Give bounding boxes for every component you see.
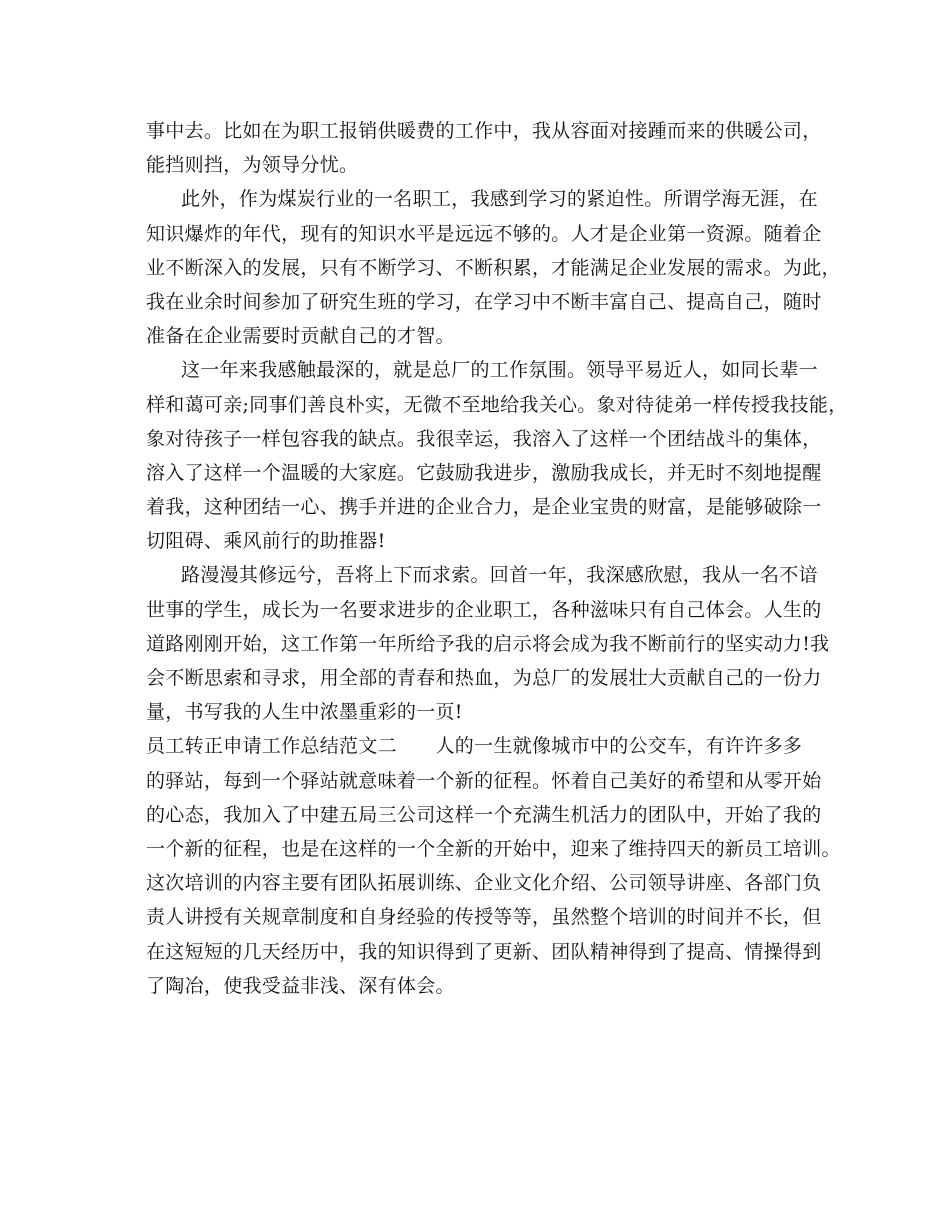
text-line: 着我，这种团结一心、携手并进的企业合力，是企业宝贵的财富，是能够破除一 (146, 496, 822, 519)
paragraph-start-line: 这一年来我感触最深的，就是总厂的工作氛围。领导平易近人，如同长辈一 (181, 359, 818, 382)
text-line: 了陶冶，使我受益非浅、深有体会。 (146, 974, 455, 997)
text-line: 我在业余时间参加了研究生班的学习，在学习中不断丰富自己、提高自己，随时 (146, 290, 822, 313)
text-line: 象对待孩子一样包容我的缺点。我很幸运，我溶入了这样一个团结战斗的集体， (146, 427, 822, 450)
text-line: 切阻碍、乘风前行的助推器! (146, 530, 386, 553)
document-body (146, 114, 848, 1003)
text-line: 准备在企业需要时贡献自己的才智。 (146, 325, 455, 348)
text-line: 量，书写我的人生中浓墨重彩的一页! (146, 701, 463, 724)
text-line: 道路刚刚开始，这工作第一年所给予我的启示将会成为我不断前行的坚实动力!我 (146, 632, 830, 655)
paragraph-start-line: 此外，作为煤炭行业的一名职工，我感到学习的紧迫性。所谓学海无涯，在 (181, 188, 818, 211)
text-line: 一个新的征程，也是在这样的一个全新的开始中，迎来了维持四天的新员工培训。 (146, 837, 841, 860)
section-heading-line: 员工转正申请工作总结范文二 人的一生就像城市中的公交车，有许许多多 (146, 735, 803, 758)
text-line: 事中去。比如在为职工报销供暖费的工作中，我从容面对接踵而来的供暖公司， (146, 120, 822, 142)
text-line: 世事的学生，成长为一名要求进步的企业职工，各种滋味只有自己体会。人生的 (146, 598, 822, 621)
text-line: 这次培训的内容主要有团队拓展训练、企业文化介绍、公司领导讲座、各部门负 (146, 872, 822, 895)
text-line: 的心态，我加入了中建五局三公司这样一个充满生机活力的团队中，开始了我的 (146, 803, 822, 826)
text-line: 业不断深入的发展，只有不断学习、不断积累，才能满足企业发展的需求。为此， (146, 256, 841, 279)
text-line: 的驿站，每到一个驿站就意味着一个新的征程。怀着自己美好的希望和从零开始 (146, 769, 822, 792)
text-line: 知识爆炸的年代，现有的知识水平是远远不够的。人才是企业第一资源。随着企 (146, 222, 822, 245)
text-line: 会不断思索和寻求，用全部的青春和热血，为总厂的发展壮大贡献自己的一份力 (146, 667, 822, 689)
text-line: 能挡则挡，为领导分忧。 (146, 154, 359, 177)
text-line: 责人讲授有关规章制度和自身经验的传授等等，虽然整个培训的时间并不长，但 (146, 906, 822, 929)
paragraph-start-line: 路漫漫其修远兮，吾将上下而求索。回首一年，我深感欣慰，我从一名不谙 (181, 564, 818, 587)
text-line: 在这短短的几天经历中，我的知识得到了更新、团队精神得到了提高、情操得到 (146, 940, 822, 963)
text-line: 样和蔼可亲;同事们善良朴实，无微不至地给我关心。象对待徒弟一样传授我技能， (146, 393, 848, 416)
text-line: 溶入了这样一个温暖的大家庭。它鼓励我进步，激励我成长，并无时不刻地提醒 (146, 461, 822, 484)
